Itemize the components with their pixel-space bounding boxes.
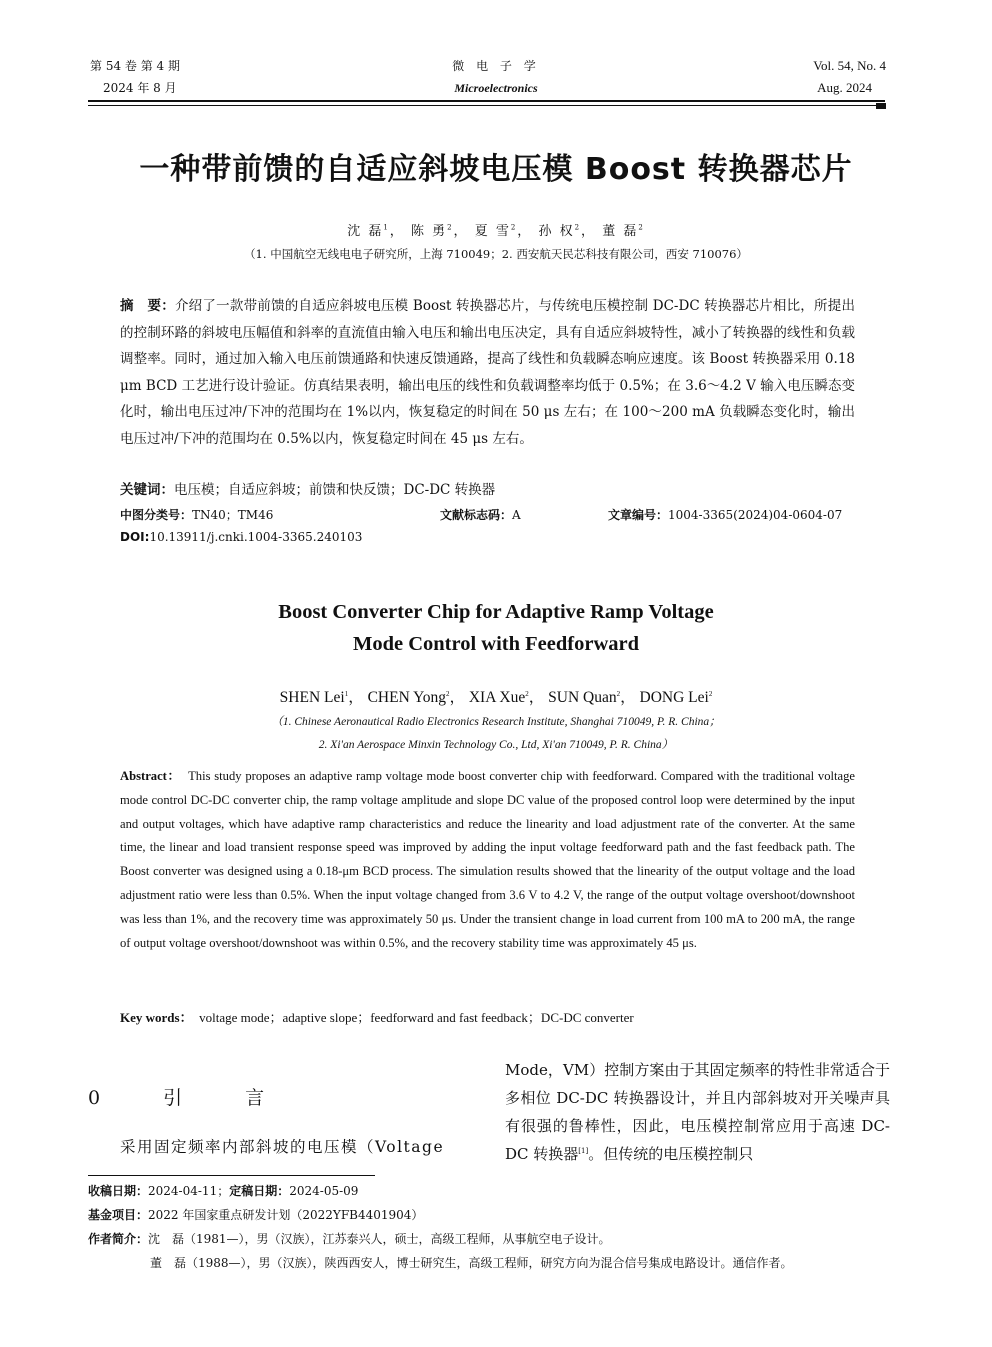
author-en: SUN Quan$^2$ — [548, 689, 621, 706]
keywords-en — [120, 1007, 855, 1026]
abstract-en-label: Abstract： — [120, 769, 181, 783]
author-cn: 陈 勇$^2$ — [410, 223, 454, 239]
body-text-column-1: 采用固定频率内部斜坡的电压模（Voltage — [120, 1138, 445, 1156]
keywords-cn-text: 电压模；自适应斜坡；前馈和快反馈；DC-DC 转换器 — [174, 482, 496, 498]
abstract-en-text: This study proposes an adaptive ramp voltage mode boost converter chip with feedforward. Compared with the traditional voltage mode control DC-DC converter chip, the ramp voltage amplitude and slope DC value of the proposed control loop were determined by the input and output voltages, which have adaptive ramp characteristics and reduce the linearity and load adjustment rate of the converter. At the same time, the linear and load transient response speed was improved by adding the input voltage feedforward path and the fast feedback path. The Boost converter was designed using a 0.18-μm BCD process. The simulation results showed that the linearity of the output voltage and the load adjustment ratio were less than 0.5%. When the input voltage changed from 3.6 V to 4.2 V, the range of the output voltage overshoot/downshoot was less than 1%, and the recovery time was approximately 50 μs. Under the transient change in load current from 100 mA to 200 mA, the range of output voltage overshoot/downshoot was within 0.5%, and the recovery stability time was approximately 45 μs. — [120, 769, 855, 950]
footnote-fund: 基金项目：2022 年国家重点研发计划（2022YFB4401904） — [88, 1208, 424, 1222]
author-cn: 董 磊$^2$ — [602, 223, 645, 239]
author-en: XIA Xue$^2$ — [468, 689, 529, 706]
footnote-bio-1: 作者简介：沈 磊（1981—），男（汉族），江苏泰兴人，硕士，高级工程师，从事航空电子设计。 — [88, 1232, 611, 1246]
affiliation-cn: （1. 中国航空无线电电子研究所，上海 710049；2. 西安航天民芯科技有限公司，西安 710076） — [244, 247, 748, 261]
header-rule-marker — [876, 103, 886, 109]
body-text-column-2: Mode，VM）控制方案由于其固定频率的特性非常适合于多相位 DC-DC 转换器设计，并且内部斜坡对开关噪声具有很强的鲁棒性，因此，电压模控制常应用于高速 DC-DC 转换器[1]。但传统的电压模控制只 — [505, 1061, 890, 1163]
page-title-en — [0, 596, 992, 660]
footnote-rule — [88, 1175, 375, 1176]
clc-number: 中图分类号：TN40；TM46 — [120, 508, 274, 522]
header-journal-en: Microelectronics — [454, 81, 538, 95]
authors-cn: 沈 磊$^1$， 陈 勇$^2$， 夏 雪$^2$， 孙 权$^2$， 董 磊$^2$ — [347, 223, 645, 239]
abstract-en — [120, 765, 855, 955]
header-journal-cn: 微 电 子 学 — [452, 59, 540, 73]
authors-en: SHEN Lei$^1$， CHEN Yong$^2$， XIA Xue$^2$， SUN Quan$^2$， DONG Lei$^2$ — [279, 689, 713, 706]
section-heading: 0 引 言 — [88, 1087, 287, 1109]
author-cn: 沈 磊$^1$ — [347, 223, 390, 239]
title-en-line-1: Boost Converter Chip for Adaptive Ramp Voltage — [278, 601, 714, 623]
author-en: SHEN Lei$^1$ — [279, 689, 349, 706]
header-volume-en: Vol. 54, No. 4 — [813, 58, 886, 73]
header-rule-thick — [88, 100, 885, 102]
keywords-cn-label: 关键词： — [120, 482, 174, 498]
keywords-en-label: Key words： — [120, 1010, 193, 1025]
footnote-bio-2: 董 磊（1988—），男（汉族），陕西西安人，博士研究生，高级工程师，研究方向为混合信号集成电路设计。通信作者。 — [150, 1256, 793, 1270]
author-cn: 孙 权$^2$ — [538, 223, 582, 239]
page-title-cn: 一种带前馈的自适应斜坡电压模 Boost 转换器芯片 — [139, 152, 853, 187]
affiliation-en-line-1: （1. Chinese Aeronautical Radio Electronics Research Institute, Shanghai 710049, P. R. China； — [271, 716, 721, 728]
author-en: DONG Lei$^2$ — [639, 689, 713, 706]
article-number: 文章编号：1004-3365(2024)04-0604-07 — [608, 508, 843, 522]
abstract-cn-label: 摘 要： — [120, 298, 175, 314]
abstract-cn — [120, 293, 855, 452]
citation-ref[interactable]: [1] — [578, 1147, 589, 1155]
header-rule-thin — [88, 105, 885, 106]
header-date-cn: 2024 年 8 月 — [103, 81, 177, 95]
author-en: CHEN Yong$^2$ — [367, 689, 450, 706]
keywords-en-text: voltage mode；adaptive slope；feedforward and fast feedback；DC-DC converter — [199, 1010, 634, 1025]
document-code: 文献标志码：A — [440, 508, 521, 522]
title-en-line-2: Mode Control with Feedforward — [352, 633, 639, 655]
keywords-cn — [120, 478, 855, 498]
abstract-cn-text: 介绍了一款带前馈的自适应斜坡电压模 Boost 转换器芯片，与传统电压模控制 DC-DC 转换器芯片相比，所提出的控制环路的斜坡电压幅值和斜率的直流值由输入电压和输出电压决定，具有自适应斜坡特性，减小了转换器的线性和负载调整率。同时，通过加入输入电压前馈通路和快速反馈通路，提高了线性和负载瞬态响应速度。该 Boost 转换器采用 0.18 μm BCD 工艺进行设计验证。仿真结果表明，输出电压的线性和负载调整率均低于 0.5%；在 3.6～4.2 V 输入电压瞬态变化时，输出电压过冲/下冲的范围均在 1%以内，恢复稳定的时间在 50 μs 左右；在 100～200 mA 负载瞬态变化时，输出电压过冲/下冲的范围均在 0.5%以内，恢复稳定时间在 45 μs 左右。 — [120, 298, 856, 447]
footnote-dates: 收稿日期：2024-04-11；定稿日期：2024-05-09 — [88, 1184, 359, 1198]
author-cn: 夏 雪$^2$ — [474, 223, 518, 239]
doi: DOI:10.13911/j.cnki.1004-3365.240103 — [120, 530, 363, 544]
header-volume-cn: 第 54 卷 第 4 期 — [90, 59, 180, 73]
header-date-en: Aug. 2024 — [817, 80, 872, 95]
affiliation-en-line-2: 2. Xi'an Aerospace Minxin Technology Co., Ltd, Xi'an 710049, P. R. China） — [318, 739, 674, 751]
